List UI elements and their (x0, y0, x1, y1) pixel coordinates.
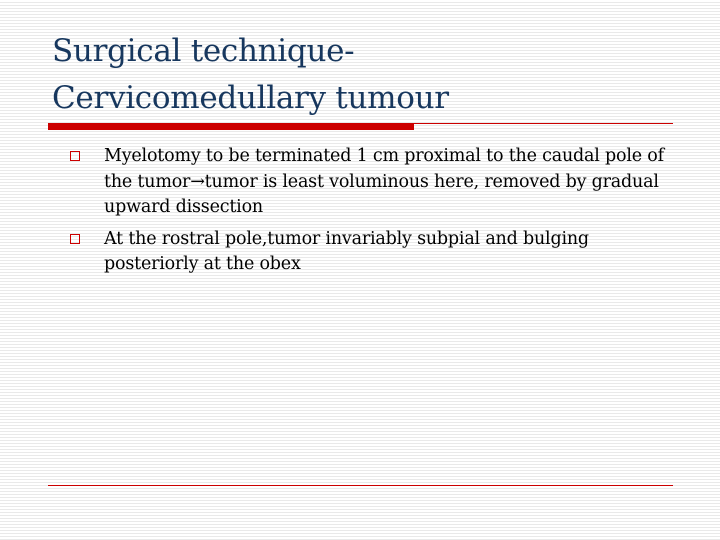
bullet-item (70, 144, 670, 221)
bullet-list (70, 144, 670, 284)
bullet-text: Myelotomy to be terminated 1 cm proximal to the caudal pole of the tumor→tumor is least voluminous here, removed by gradual upward dissection (104, 146, 664, 217)
title-underline-thick (48, 123, 414, 130)
bullet-text: At the rostral pole,tumor invariably subpial and bulging posteriorly at the obex (104, 228, 589, 274)
footer-rule (48, 485, 673, 486)
slide-title (52, 28, 672, 122)
bullet-item (70, 227, 670, 278)
hollow-square-bullet-icon (70, 151, 80, 161)
title-line: Cervicomedullary tumour (52, 80, 449, 116)
title-line: Surgical technique- (52, 33, 355, 69)
title-underline-thin (414, 123, 673, 124)
hollow-square-bullet-icon (70, 234, 80, 244)
